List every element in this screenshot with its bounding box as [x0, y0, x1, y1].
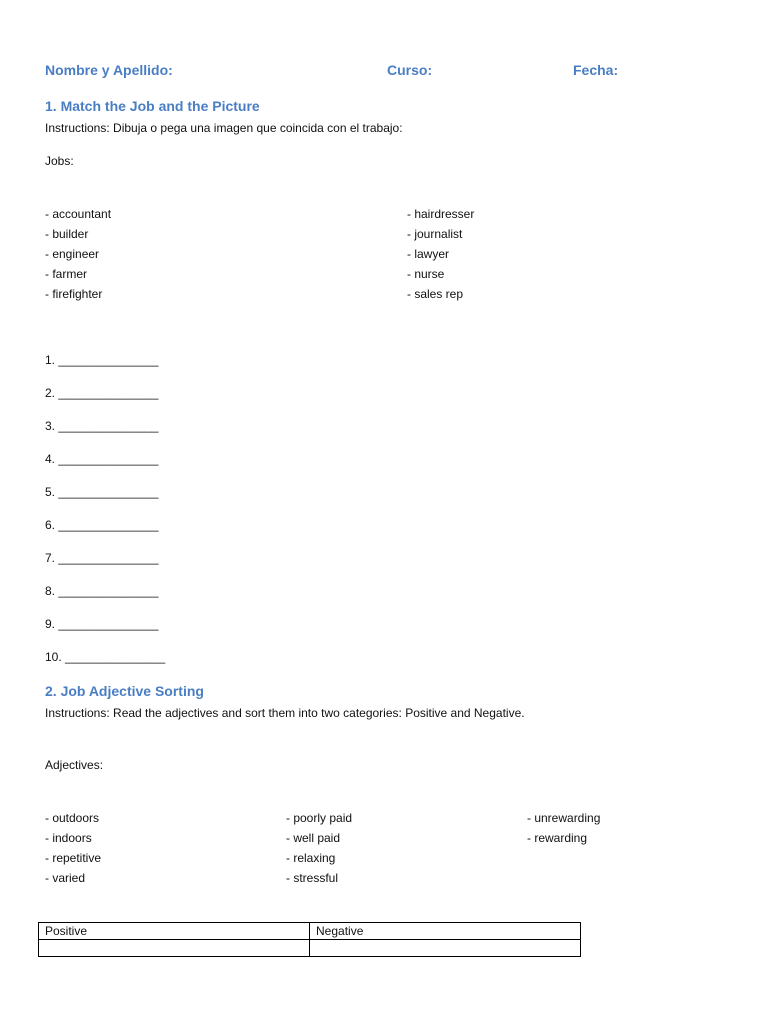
- negative-cell[interactable]: [310, 940, 581, 957]
- answer-line[interactable]: 6. _______________: [45, 518, 159, 532]
- table-row: [39, 940, 581, 957]
- list-item: - hairdresser: [407, 207, 475, 221]
- name-label: Nombre y Apellido:: [45, 62, 173, 78]
- answer-line[interactable]: 10. _______________: [45, 650, 166, 664]
- answer-line[interactable]: 7. _______________: [45, 551, 159, 565]
- list-item: - rewarding: [527, 831, 588, 845]
- list-item: - stressful: [286, 871, 339, 885]
- list-item: - firefighter: [45, 287, 103, 301]
- list-item: - unrewarding: [527, 811, 601, 825]
- adjectives-col-3: [527, 808, 600, 848]
- list-item: - lawyer: [407, 247, 450, 261]
- answer-line[interactable]: 1. _______________: [45, 353, 159, 367]
- jobs-list-left: [45, 204, 111, 304]
- list-item: - indoors: [45, 831, 92, 845]
- list-item: - sales rep: [407, 287, 464, 301]
- adjectives-col-2: [286, 808, 352, 888]
- section2-instructions: Instructions: Read the adjectives and sort them into two categories: Positive and Negative.: [45, 706, 525, 720]
- list-item: - nurse: [407, 267, 445, 281]
- list-item: - well paid: [286, 831, 341, 845]
- sorting-table: [38, 922, 581, 957]
- answer-line[interactable]: 9. _______________: [45, 617, 159, 631]
- answer-line[interactable]: 2. _______________: [45, 386, 159, 400]
- answer-line[interactable]: 3. _______________: [45, 419, 159, 433]
- list-item: - outdoors: [45, 811, 100, 825]
- answer-line[interactable]: 4. _______________: [45, 452, 159, 466]
- answer-lines: [45, 352, 165, 682]
- list-item: - engineer: [45, 247, 100, 261]
- negative-header: Negative: [310, 923, 581, 940]
- positive-header: Positive: [39, 923, 310, 940]
- list-item: - farmer: [45, 267, 87, 281]
- jobs-label: Jobs:: [45, 154, 74, 168]
- date-label: Fecha:: [573, 62, 619, 78]
- list-item: - poorly paid: [286, 811, 353, 825]
- section2-title: 2. Job Adjective Sorting: [45, 683, 204, 699]
- answer-line[interactable]: 5. _______________: [45, 485, 159, 499]
- adjectives-col-1: [45, 808, 101, 888]
- table-header-row: [39, 923, 581, 940]
- list-item: - accountant: [45, 207, 112, 221]
- answer-line[interactable]: 8. _______________: [45, 584, 159, 598]
- list-item: - builder: [45, 227, 89, 241]
- positive-cell[interactable]: [39, 940, 310, 957]
- course-label: Curso:: [387, 62, 433, 78]
- adjectives-label: Adjectives:: [45, 758, 104, 772]
- section1-instructions: Instructions: Dibuja o pega una imagen que coincida con el trabajo:: [45, 121, 403, 135]
- list-item: - varied: [45, 871, 86, 885]
- jobs-list-right: [407, 204, 474, 304]
- list-item: - journalist: [407, 227, 463, 241]
- list-item: - relaxing: [286, 851, 336, 865]
- section1-title: 1. Match the Job and the Picture: [45, 98, 260, 114]
- list-item: - repetitive: [45, 851, 102, 865]
